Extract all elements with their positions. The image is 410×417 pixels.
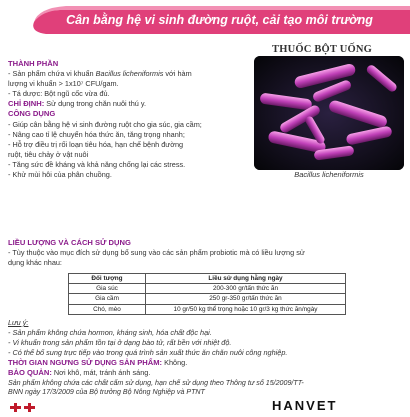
- storage-line: [8, 368, 404, 378]
- storage-text: Nơi khô, mát, tránh ánh sáng.: [51, 368, 151, 378]
- storage-heading: BẢO QUẢN:: [8, 368, 52, 378]
- uses-line: - Nâng cao tỉ lệ chuyển hóa thức ăn, tăng trọng nhanh;: [8, 129, 185, 139]
- indication-heading: CHỈ ĐỊNH:: [8, 99, 45, 109]
- composition-line-3: - Tá dược: Bột ngũ cốc vừa đủ.: [8, 89, 110, 99]
- withdrawal-line: [8, 358, 404, 368]
- notes-heading: Lưu ý:: [8, 318, 29, 327]
- dosage-line-1: - Tùy thuộc vào mục đích sử dụng bổ sung vào các sản phẩm probiotic mà có liều lượng sử: [8, 248, 305, 258]
- notes-line: - Có thể bổ sung trực tiếp vào trong quá trình sản xuất thức ăn chăn nuôi công nghiệp.: [8, 348, 288, 358]
- table-cell: 250 gr-350 gr/tấn thức ăn: [146, 294, 346, 304]
- brand-name: HANVET: [272, 398, 338, 413]
- bacteria-image: [254, 56, 404, 170]
- dosage-section: [8, 238, 404, 268]
- composition-line-1: [8, 69, 252, 79]
- product-type-label: THUỐC BỘT UỐNG: [272, 44, 373, 55]
- composition-heading: THÀNH PHẦN: [8, 59, 59, 68]
- composition-text-end: với hàm: [163, 69, 192, 79]
- header-banner: [0, 0, 410, 38]
- notes-section: [8, 318, 404, 358]
- disclaimer: [8, 379, 404, 398]
- uses-line: - Tăng sức đề kháng và khả năng chống lại các stress.: [8, 159, 186, 169]
- dosage-line-2: dụng khác nhau:: [8, 258, 62, 268]
- left-column: [8, 56, 252, 180]
- disclaimer-line-2: BNN ngày 17/3/2009 của Bộ trưởng Bộ Nông Nghiệp và PTNT: [8, 388, 205, 397]
- bacteria-illustration: [254, 56, 404, 170]
- table-cell: 10 gr/50 kg thể trọng hoặc 10 gr/3 kg thức ăn/ngày: [146, 304, 346, 314]
- composition-text: - Sản phẩm chứa vi khuẩn: [8, 69, 96, 79]
- disclaimer-line-1: Sản phẩm không chứa các chất cấm sử dụng, hạn chế sử dụng theo Thông tư số 15/2009/TT-: [8, 379, 304, 387]
- species-name: Bacillus licheniformis: [95, 69, 164, 79]
- table-row: [69, 304, 346, 314]
- indication-text: Sử dụng trong chăn nuôi thú y.: [44, 99, 146, 109]
- uses-line: ruột, tiêu chảy ở vật nuôi: [8, 149, 89, 159]
- notes-line: - Sản phẩm không chứa hormon, kháng sinh, hóa chất độc hại.: [8, 328, 212, 338]
- banner-title: Cân bằng hệ vi sinh đường ruột, cải tạo môi trường: [66, 13, 373, 27]
- uses-line: - Khử mùi hôi của phân chuồng.: [8, 170, 112, 180]
- withdrawal-heading: THỜI GIAN NGƯNG SỬ DỤNG SẢN PHẨM:: [8, 358, 163, 367]
- withdrawal-text: Không.: [162, 358, 188, 367]
- footer-logo-icon: [8, 399, 42, 417]
- notes-line: - Vi khuẩn trong sản phẩm tồn tại ở dạng bào tử, rất bền với nhiệt độ.: [8, 338, 232, 348]
- withdrawal-storage: [8, 358, 404, 378]
- image-caption: Bacillus licheniformis: [294, 170, 364, 179]
- indication-line: [8, 99, 252, 109]
- table-cell: 200-300 gr/tấn thức ăn: [146, 284, 346, 294]
- table-header-cell: Đối tượng: [69, 274, 146, 284]
- table-header-row: [69, 274, 346, 284]
- dosage-heading: LIỀU LƯỢNG VÀ CÁCH SỬ DỤNG: [8, 238, 131, 247]
- composition-line-2: lượng vi khuẩn > 1x10⁷ CFU/gam.: [8, 79, 119, 89]
- table-row: [69, 284, 346, 294]
- uses-line: - Hỗ trợ điều trị rối loạn tiêu hóa, hạn chế bệnh đường: [8, 139, 184, 149]
- uses-heading: CÔNG DỤNG: [8, 109, 56, 119]
- table-header-cell: Liều sử dụng hằng ngày: [146, 274, 346, 284]
- table-row: [69, 294, 346, 304]
- table-cell: Gia súc: [69, 284, 146, 294]
- table-cell: Chó, mèo: [69, 304, 146, 314]
- table-cell: Gia cầm: [69, 294, 146, 304]
- dosage-table: [68, 273, 346, 315]
- uses-line: - Giúp cân bằng hệ vi sinh đường ruột cho gia súc, gia cầm;: [8, 119, 202, 129]
